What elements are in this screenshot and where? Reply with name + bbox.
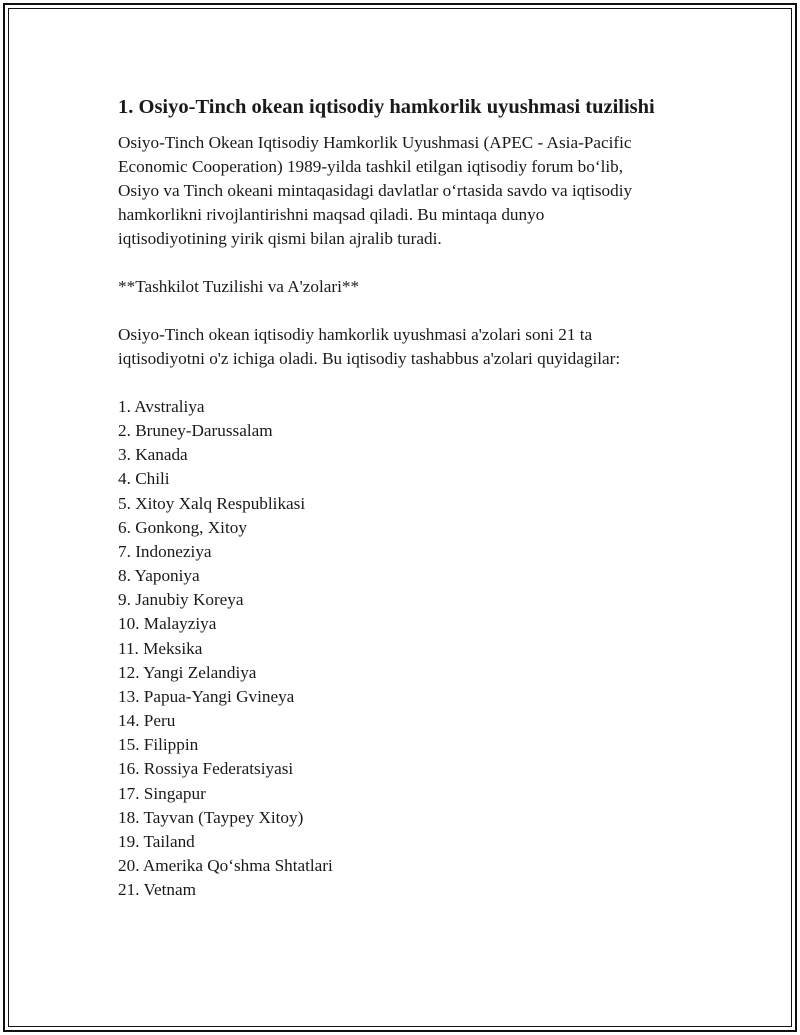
members-intro-line: Osiyo-Tinch okean iqtisodiy hamkorlik uyushmasi a'zolari soni 21 ta <box>118 325 593 344</box>
member-item: 8. Yaponiya <box>118 566 200 586</box>
member-item: 1. Avstraliya <box>118 397 205 416</box>
member-item: 7. Indoneziya <box>118 541 212 561</box>
member-item: 6. Gonkong, Xitoy <box>118 517 247 537</box>
intro-line: Osiyo-Tinch Okean Iqtisodiy Hamkorlik Uyushmasi (APEC - Asia-Pacific <box>118 133 632 152</box>
intro-paragraph <box>118 131 698 251</box>
member-item: 14. Peru <box>118 711 176 731</box>
member-item: 21. Vetnam <box>118 880 196 900</box>
intro-line: Osiyo va Tinch okeani mintaqasidagi davlatlar o‘rtasida savdo va iqtisodiy <box>118 181 633 200</box>
member-item: 9. Janubiy Koreya <box>118 590 244 610</box>
member-item: 18. Tayvan (Taypey Xitoy) <box>118 807 304 827</box>
member-item: 20. Amerika Qo‘shma Shtatlari <box>118 855 333 875</box>
spacer <box>118 299 698 323</box>
members-list <box>118 395 698 902</box>
member-item: 13. Papua-Yangi Gvineya <box>118 686 295 706</box>
member-item: 12. Yangi Zelandiya <box>118 662 257 682</box>
member-item: 4. Chili <box>118 469 170 489</box>
document-body <box>118 93 698 902</box>
intro-line: Economic Cooperation) 1989-yilda tashkil etilgan iqtisodiy forum bo‘lib, <box>118 157 624 176</box>
member-item: 2. Bruney-Darussalam <box>118 421 273 441</box>
member-item: 15. Filippin <box>118 735 199 755</box>
spacer <box>118 251 698 275</box>
member-item: 3. Kanada <box>118 445 188 465</box>
intro-line: iqtisodiyotining yirik qismi bilan ajralib turadi. <box>118 229 442 248</box>
member-item: 10. Malayziya <box>118 614 217 634</box>
member-item: 11. Meksika <box>118 638 203 658</box>
member-item: 19. Tailand <box>118 831 195 851</box>
member-item: 16. Rossiya Federatsiyasi <box>118 759 294 779</box>
members-intro-line: iqtisodiyotni o'z ichiga oladi. Bu iqtisodiy tashabbus a'zolari quyidagilar: <box>118 349 621 368</box>
intro-line: hamkorlikni rivojlantirishni maqsad qiladi. Bu mintaqa dunyo <box>118 205 545 224</box>
section-title: 1. Osiyo-Tinch okean iqtisodiy hamkorlik uyushmasi tuzilishi <box>118 96 655 118</box>
member-item: 17. Singapur <box>118 783 206 803</box>
subheading: **Tashkilot Tuzilishi va A'zolari** <box>118 277 360 296</box>
spacer <box>118 371 698 395</box>
member-item: 5. Xitoy Xalq Respublikasi <box>118 493 306 513</box>
members-intro-paragraph <box>118 323 698 371</box>
